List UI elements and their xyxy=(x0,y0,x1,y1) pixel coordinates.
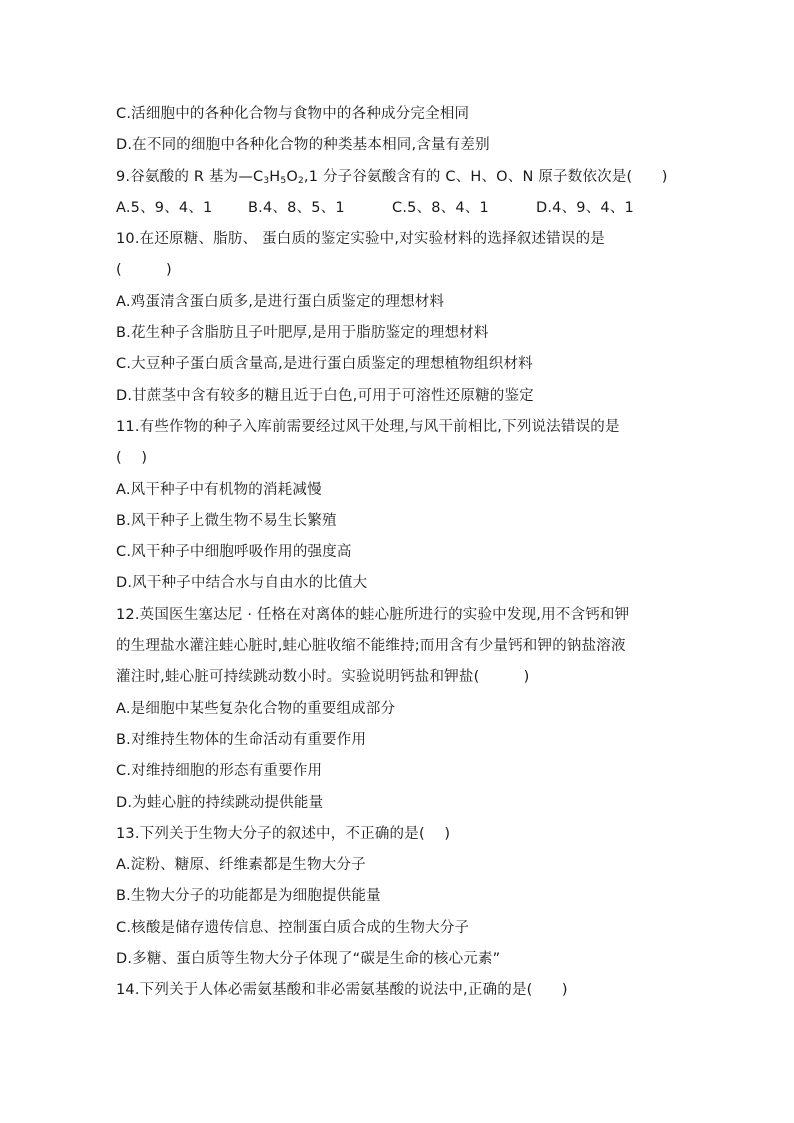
q8-option-c: C.活细胞中的各种化合物与食物中的各种成分完全相同 xyxy=(116,106,470,122)
q10-option-c: C.大豆种子蛋白质含量高,是进行蛋白质鉴定的理想植物组织材料 xyxy=(116,356,533,373)
q9-option-b: B.4、8、5、1 xyxy=(248,199,345,216)
q9-mid-1: H xyxy=(269,168,281,185)
q9-mid-2: O xyxy=(286,168,298,185)
q10-option-a: A.鸡蛋清含蛋白质多,是进行蛋白质鉴定的理想材料 xyxy=(116,293,445,310)
q13-option-a: A.淀粉、糖原、纤维素都是生物大分子 xyxy=(116,857,366,874)
q11-stem: 11.有些作物的种子入库前需要经过风干处理,与风干前相比,下列说法错误的是 xyxy=(116,418,620,435)
q10-stem: 10.在还原糖、脂肪、 蛋白质的鉴定实验中,对实验材料的选择叙述错误的是 xyxy=(116,231,605,248)
q12-stem-line-2: 的生理盐水灌注蛙心脏时,蛙心脏收缩不能维持;而用含有少量钙和钾的钠盐溶液 xyxy=(116,638,626,655)
q9-sub-1: 3 xyxy=(263,175,270,186)
q9-options xyxy=(116,193,686,224)
q12-option-d: D.为蛙心脏的持续跳动提供能量 xyxy=(116,794,324,811)
q12-option-a: A.是细胞中某些复杂化合物的重要组成部分 xyxy=(116,700,396,717)
q10-option-d: D.甘蔗茎中含有较多的糖且近于白色,可用于可溶性还原糖的鉴定 xyxy=(116,387,534,404)
q9-stem xyxy=(116,162,686,193)
q11-option-b: B.风干种子上微生物不易生长繁殖 xyxy=(116,512,337,529)
q12-option-b: B.对维持生物体的生命活动有重要作用 xyxy=(116,731,367,748)
q12-stem-line-3: 灌注时,蛙心脏可持续跳动数小时。实验说明钙盐和钾盐( ) xyxy=(116,669,530,686)
q9-sub-3: 2 xyxy=(297,175,304,186)
q9-stem-post: ,1 分子谷氨酸含有的 C、H、O、N 原子数依次是( ) xyxy=(303,168,668,185)
q9-option-c: C.5、8、4、1 xyxy=(392,199,489,216)
q9-option-a: A.5、9、4、1 xyxy=(116,199,213,216)
q9-option-d: D.4、9、4、1 xyxy=(536,199,634,216)
q12-stem-line-1: 12.英国医生塞达尼 · 任格在对离体的蛙心脏所进行的实验中发现,用不含钙和钾 xyxy=(116,606,630,623)
q13-option-b: B.生物大分子的功能都是为细胞提供能量 xyxy=(116,888,381,905)
q14-stem: 14.下列关于人体必需氨基酸和非必需氨基酸的说法中,正确的是( ) xyxy=(116,982,568,999)
question-content xyxy=(116,99,686,1007)
q11-option-d: D.风干种子中结合水与自由水的比值大 xyxy=(116,575,368,592)
q13-option-c: C.核酸是储存遗传信息、控制蛋白质合成的生物大分子 xyxy=(116,919,470,936)
q10-option-b: B.花生种子含脂肪且子叶肥厚,是用于脂肪鉴定的理想材料 xyxy=(116,325,489,342)
q11-option-a: A.风干种子中有机物的消耗减慢 xyxy=(116,481,322,498)
q13-stem: 13.下列关于生物大分子的叙述中，不正确的是( ) xyxy=(116,825,451,842)
q10-paren: ( ) xyxy=(116,262,172,279)
q11-option-c: C.风干种子中细胞呼吸作用的强度高 xyxy=(116,544,352,561)
q8-option-d: D.在不同的细胞中各种化合物的种类基本相同,含量有差别 xyxy=(116,137,490,154)
q11-paren: ( ) xyxy=(116,450,148,467)
q13-option-d: D.多糖、蛋白质等生物大分子体现了“碳是生命的核心元素” xyxy=(116,951,501,968)
q9-sub-2: 5 xyxy=(280,175,287,186)
q9-stem-pre: 9.谷氨酸的 R 基为—C xyxy=(116,168,264,185)
q12-option-c: C.对维持细胞的形态有重要作用 xyxy=(116,763,323,780)
